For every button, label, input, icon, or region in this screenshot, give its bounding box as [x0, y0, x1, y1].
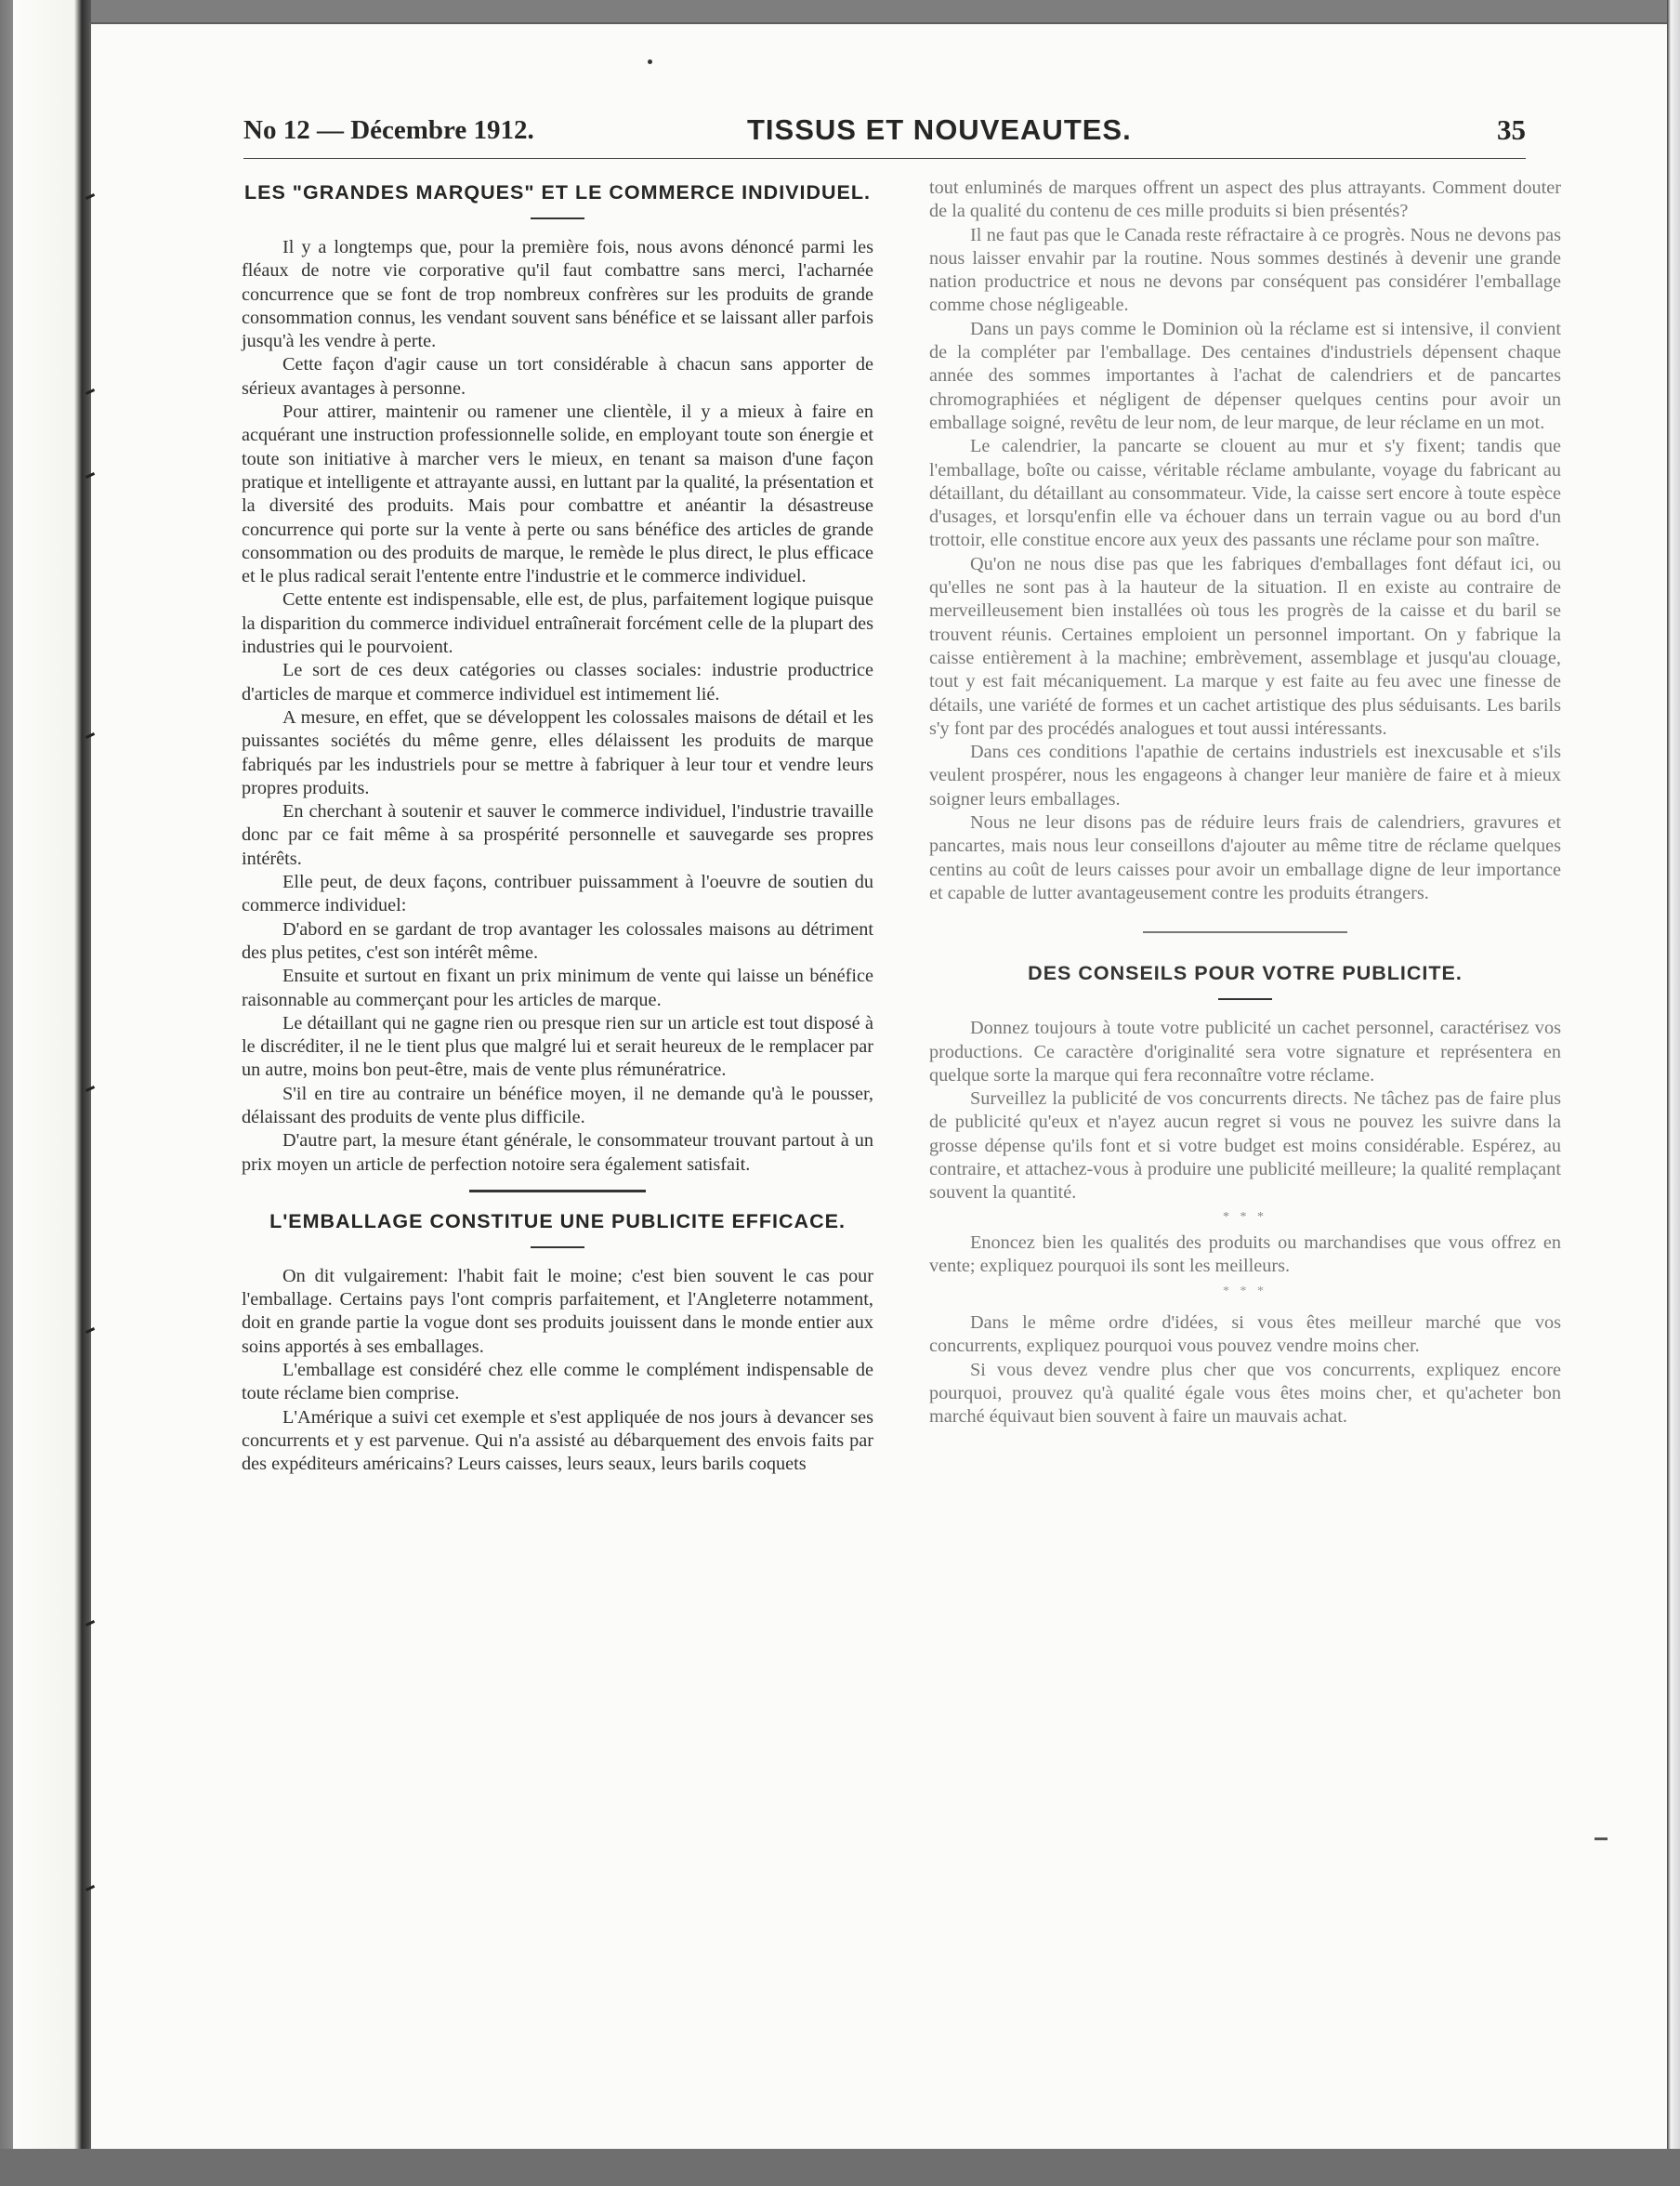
paragraph-continuation: tout enluminés de marques offrent un aspect des plus attrayants. Comment douter de la qualité du contenu de ces mille produits si bien présentés? — [929, 178, 1561, 222]
paragraph: L'Amérique a suivi cet exemple et s'est appliquée de nos jours à devancer ses concurrents et y est parvenue. Qui n'a assisté au débarquement des envois faits par des expéditeurs américains? Leurs caisses, leurs seaux, leurs barils coquets — [242, 1406, 873, 1475]
paragraph: Dans un pays comme le Dominion où la réclame est si intensive, il convient de la compléter par l'emballage. Des centaines d'industriels dépensent chaque année des sommes importantes à l'achat de calendriers et de pancartes chromographiées et négligent de dépenser quelques centins pour avoir un emballage soigné, revêtu de leur nom, de leur marque, de leur réclame en un mot. — [929, 318, 1561, 433]
issue-date: No 12 — Décembre 1912. — [243, 115, 534, 145]
paragraph: Dans le même ordre d'idées, si vous êtes meilleur marché que vos concurrents, expliquez pourquoi vous pouvez vendre moins cher. — [929, 1312, 1561, 1357]
title-rule — [531, 1246, 584, 1248]
paragraph: D'autre part, la mesure étant générale, le consommateur trouvant partout à un prix moyen un article de perfection notoire sera également satisfait. — [242, 1130, 873, 1175]
paragraph: Qu'on ne nous dise pas que les fabriques d'emballages font défaut ici, ou qu'elles ne sont pas à la hauteur de la situation. Il en existe au contraire de merveilleusement bien installées où tous les progrès de la caisse et du baril se trouvent réunis. Certaines emploient un personnel important. On y fabrique la caisse entièrement à la machine; embrèvement, assemblage et jusqu'au clouage, tout y est fait mécaniquement. La marque y est faite au feu avec une finesse de détails, une variété de formes et un cachet artistique des plus séduisants. Les barils s'y font par des procédés analogues et tout aussi intéressants. — [929, 553, 1561, 739]
paragraph: Donnez toujours à toute votre publicité un cachet personnel, caractérisez vos productions. Ce caractère d'originalité sera votre signature et représentera en quelque sorte la marque qui fera reconnaître votre réclame. — [929, 1018, 1561, 1086]
paragraph: S'il en tire au contraire un bénéfice moyen, il ne demande qu'à le pousser, délaissant des produits de vente plus difficile. — [242, 1083, 873, 1127]
right-column — [929, 177, 1561, 1429]
paragraph: Pour attirer, maintenir ou ramener une clientèle, il y a mieux à faire en acquérant une instruction professionnelle solide, en employant toute son énergie et toute son initiative à marcher vers le mieux, en tenant sa maison d'une façon pratique et intelligente et attrayante aussi, en luttant par la qualité, la présentation et la diversité des produits. Mais pour combattre et anéantir la désastreuse concurrence qui porte sur la vente à perte ou sans bénéfice des articles de grande consommation ou des produits de marque, le remède le plus direct, le plus efficace et le plus radical serait l'entente entre l'industrie et le commerce individuel. — [242, 402, 873, 587]
asterism-separator: * * * — [1223, 1284, 1267, 1299]
paragraph: On dit vulgairement: l'habit fait le moine; c'est bien souvent le cas pour l'emballage. Certains pays l'ont compris parfaitement, et l'Angleterre notamment, doit en grande partie la vogue dont ses produits jouissent dans le monde entier aux soins apportés à ses emballages. — [242, 1265, 873, 1357]
paragraph: D'abord en se gardant de trop avantager les colossales maisons au détriment des plus petites, c'est son intérêt même. — [242, 918, 873, 963]
scan-background — [0, 2149, 1680, 2186]
page-edge-right — [1667, 0, 1680, 2186]
asterism-separator: * * * — [1223, 1209, 1267, 1224]
paragraph: Elle peut, de deux façons, contribuer puissamment à l'oeuvre de soutien du commerce individuel: — [242, 872, 873, 916]
paragraph: Il y a longtemps que, pour la première fois, nous avons dénoncé parmi les fléaux de notre vie corporative qu'il faut combattre sans merci, l'acharnée concurrence que se font de trop nombreux confrères sur les produits de grande consommation connus, les vendant souvent sans bénéfice et se laissant aller parfois jusqu'à les vendre à perte. — [242, 237, 873, 352]
title-rule — [1218, 998, 1272, 1000]
scan-speck — [1595, 1837, 1608, 1840]
article-title: DES CONSEILS POUR VOTRE PUBLICITE. — [1028, 962, 1463, 985]
scan-speck — [648, 59, 652, 64]
paragraph: L'emballage est considéré chez elle comme le complément indispensable de toute réclame bien comprise. — [242, 1360, 873, 1404]
paragraph: Enoncez bien les qualités des produits ou marchandises que vous offrez en vente; expliquez pourquoi ils sont les meilleurs. — [929, 1231, 1561, 1276]
paragraph: Le sort de ces deux catégories ou classes sociales: industrie productrice d'articles de marque et commerce individuel est intimement lié. — [242, 660, 873, 705]
running-header — [243, 112, 1526, 159]
paragraph: Cette entente est indispensable, elle est, de plus, parfaitement logique puisque la disparition du commerce individuel entraînerait forcément celle de la plupart des industries qui le pourvoient. — [242, 589, 873, 658]
paragraph: Il ne faut pas que le Canada reste réfractaire à ce progrès. Nous ne devons pas nous laisser envahir par la routine. Nous sommes destinés à devenir une grande nation productrice et nous ne devons par conséquent pas considérer l'emballage comme chose négligeable. — [929, 224, 1561, 316]
paragraph: Ensuite et surtout en fixant un prix minimum de vente qui laisse un bénéfice raisonnable au commerçant pour les articles de marque. — [242, 966, 873, 1010]
left-column — [242, 180, 873, 1477]
paragraph: Le calendrier, la pancarte se clouent au mur et s'y fixent; tandis que l'emballage, boîte ou caisse, véritable réclame ambulante, voyage du fabricant au détaillant, du détaillant au consommateur. Vide, la caisse sert encore à toute espèce d'usages, et lorsqu'enfin elle va échouer dans un terrain vague ou au bord d'un trottoir, elle constitue encore aux yeux des passants une réclame pour son maître. — [929, 436, 1561, 551]
paragraph: Si vous devez vendre plus cher que vos concurrents, expliquez encore pourquoi, prouvez qu'à qualité égale vous êtes moins cher, et qu'acheter bon marché équivaut bien souvent à faire un mauvais achat. — [929, 1359, 1561, 1428]
section-rule — [469, 1190, 646, 1192]
section-rule — [1143, 931, 1347, 933]
paragraph: Cette façon d'agir cause un tort considérable à chacun sans apporter de sérieux avantages à personne. — [242, 354, 873, 399]
page-number: 35 — [1497, 113, 1526, 146]
paragraph: En cherchant à soutenir et sauver le commerce individuel, l'industrie travaille donc par ce fait même à sa prospérité personnelle et sauvegarde ses propres intérêts. — [242, 801, 873, 869]
journal-title: TISSUS ET NOUVEAUTES. — [747, 113, 1132, 146]
paragraph: Dans ces conditions l'apathie de certains industriels est inexcusable et s'ils veulent prospérer, nous les engageons à changer leur manière de faire et à mieux soigner leurs emballages. — [929, 742, 1561, 810]
book-spine — [0, 0, 91, 2186]
paragraph: Le détaillant qui ne gagne rien ou presque rien sur un article est tout disposé à le discréditer, il ne le tient plus que malgré lui et serait heureux de le remplacer par un autre, moins bon peut-être, mais de vente plus rémunératrice. — [242, 1012, 873, 1081]
article-title: L'EMBALLAGE CONSTITUE UNE PUBLICITE EFFICACE. — [269, 1209, 846, 1232]
article-title: LES "GRANDES MARQUES" ET LE COMMERCE INDIVIDUEL. — [243, 181, 871, 204]
paragraph: Nous ne leur disons pas de réduire leurs frais de calendriers, gravures et pancartes, mais nous leur conseillons d'ajouter au même titre de réclame quelques centins au coût de leurs caisses pour avoir un emballage digne de leur importance et capable de lutter avantageusement contre les produits étrangers. — [929, 812, 1561, 903]
title-rule — [531, 217, 584, 219]
paragraph: Surveillez la publicité de vos concurrents directs. Ne tâchez pas de faire plus de publicité qu'eux et n'ayez aucun regret si vous ne pouvez les suivre dans la grosse dépense qu'ils font et si votre budget est moins considérable. Espérez, au contraire, et attachez-vous à produire une publicité meilleure; la qualité remplaçant souvent la quantité. — [929, 1088, 1561, 1204]
paragraph: A mesure, en effet, que se développent les colossales maisons de détail et les puissantes sociétés du même genre, elles délaissent les produits de marque fabriqués par les industriels pour se mettre à fabriquer à leur tour et vendre leurs propres produits. — [242, 706, 873, 798]
